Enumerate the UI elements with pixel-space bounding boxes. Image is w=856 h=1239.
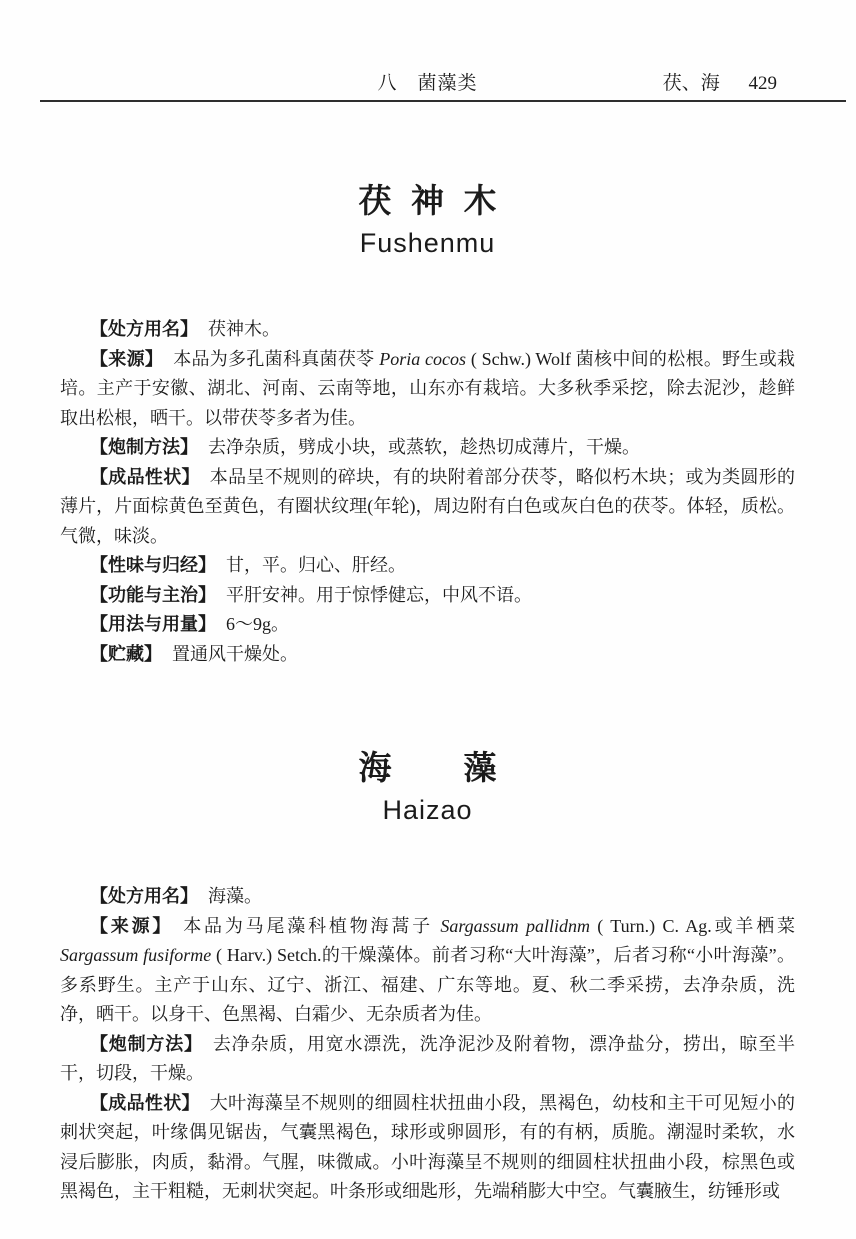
title-char: 茯 bbox=[358, 182, 392, 219]
entry-label: 【成品性状】 bbox=[90, 1092, 200, 1113]
page-header bbox=[60, 72, 795, 95]
monograph-entry bbox=[60, 882, 795, 912]
entry-text: 平肝安神。用于惊悸健忘，中风不语。 bbox=[226, 584, 532, 605]
title-char: 神 bbox=[411, 182, 444, 219]
entry-text: 去净杂质，用宽水漂洗，洗净泥沙及附着物，漂净盐分，捞出，晾至半干，切段，干燥。 bbox=[60, 1033, 796, 1084]
monograph-entry bbox=[60, 315, 795, 345]
entry-text: ( Harv.) Setch.的干燥藻体。前者习称“大叶海藻”，后者习称“小叶海藻”。多系野生。主产于山东、辽宁、浙江、福建、广东等地。夏、秋二季采捞，去净杂质，洗净，晒干。以身干、色黑褐、白霜少、无杂质者为佳。 bbox=[60, 945, 795, 1025]
monograph-entry bbox=[60, 551, 795, 581]
monograph-haizao bbox=[60, 751, 795, 1207]
monograph-fushenmu bbox=[60, 184, 795, 669]
monograph-body bbox=[60, 315, 795, 669]
section-title-pinyin: Haizao bbox=[382, 795, 473, 826]
monograph-entry bbox=[60, 463, 795, 552]
monograph-entry bbox=[60, 912, 795, 1030]
entry-text: 本品为马尾藻科植物海蒿子 bbox=[183, 915, 441, 936]
section-title-pinyin: Fushenmu bbox=[359, 228, 496, 258]
entry-label: 【炮制方法】 bbox=[90, 437, 198, 458]
running-head-section-names: 茯、海 bbox=[662, 73, 720, 94]
entry-text: 茯神木。 bbox=[208, 319, 280, 340]
entry-text: 大叶海藻呈不规则的细圆柱状扭曲小段，黑褐色，幼枝和主干可见短小的刺状突起，叶缘偶见锯齿，气囊黑褐色，球形或卵圆形，有的有柄，质脆。潮湿时柔软，水浸后膨胀，肉质，黏滑。气腥，味微咸。小叶海藻呈不规则的细圆柱状扭曲小段，棕黑色或黑褐色，主干粗糙，无刺状突起。叶条形或细匙形，先端稍膨大中空。气囊腋生，纺锤形或 bbox=[60, 1092, 796, 1202]
entry-text: ( Turn.) C. Ag.或羊栖菜 bbox=[589, 915, 796, 936]
entry-label: 【贮藏】 bbox=[90, 643, 162, 664]
page-number: 429 bbox=[748, 73, 777, 94]
header-rule bbox=[40, 100, 846, 102]
monograph-entry bbox=[60, 640, 795, 670]
entry-label: 【性味与归经】 bbox=[90, 555, 216, 576]
entry-label: 【来源】 bbox=[90, 915, 174, 936]
monograph-entry bbox=[60, 581, 795, 611]
section-title-cn bbox=[358, 749, 497, 787]
entry-text: 甘，平。归心、肝经。 bbox=[226, 555, 406, 576]
monograph-entry bbox=[60, 610, 795, 640]
monograph-entry bbox=[60, 1030, 795, 1089]
species-name: Sargassum pallidnm bbox=[440, 915, 590, 936]
entry-text: 本品为多孔菌科真菌茯苓 bbox=[173, 348, 380, 369]
entry-label: 【功能与主治】 bbox=[90, 584, 216, 605]
title-char: 木 bbox=[463, 182, 497, 219]
entry-label: 【炮制方法】 bbox=[90, 1033, 203, 1054]
title-char: 藻 bbox=[463, 749, 497, 787]
monograph-entry bbox=[60, 433, 795, 463]
entry-label: 【处方用名】 bbox=[90, 319, 198, 340]
entry-label: 【来源】 bbox=[90, 348, 164, 369]
species-name: Sargassum fusiforme bbox=[60, 945, 212, 966]
monograph-body bbox=[60, 882, 795, 1207]
monograph-entry bbox=[60, 345, 795, 434]
title-char: 海 bbox=[358, 749, 392, 787]
entry-text: ( Schw.) Wolf 菌核中间的松根。野生或栽培。主产于安徽、湖北、河南、云南等地，山东亦有栽培。大多秋季采挖，除去泥沙，趁鲜取出松根，晒干。以带茯苓多者为佳。 bbox=[60, 348, 796, 428]
entry-label: 【用法与用量】 bbox=[90, 614, 216, 635]
species-name: Poria cocos bbox=[379, 348, 467, 369]
running-head-right bbox=[663, 72, 777, 95]
entry-label: 【成品性状】 bbox=[90, 466, 200, 487]
entry-text: 置通风干燥处。 bbox=[172, 643, 298, 664]
entry-label: 【处方用名】 bbox=[90, 886, 198, 907]
sections-container bbox=[60, 184, 795, 1207]
running-head-chapter: 八 菌藻类 bbox=[377, 73, 478, 94]
entry-text: 6～9g。 bbox=[226, 614, 289, 635]
section-title-cn bbox=[359, 184, 497, 217]
entry-text: 本品呈不规则的碎块，有的块附着部分茯苓，略似朽木块；或为类圆形的薄片，片面棕黄色至黄色，有圈状纹理(年轮)，周边附有白色或灰白色的茯苓。体轻，质松。气微，味淡。 bbox=[60, 466, 796, 546]
entry-text: 去净杂质，劈成小块，或蒸软，趁热切成薄片，干燥。 bbox=[208, 437, 640, 458]
entry-text: 海藻。 bbox=[208, 886, 262, 907]
monograph-entry bbox=[60, 1089, 795, 1207]
